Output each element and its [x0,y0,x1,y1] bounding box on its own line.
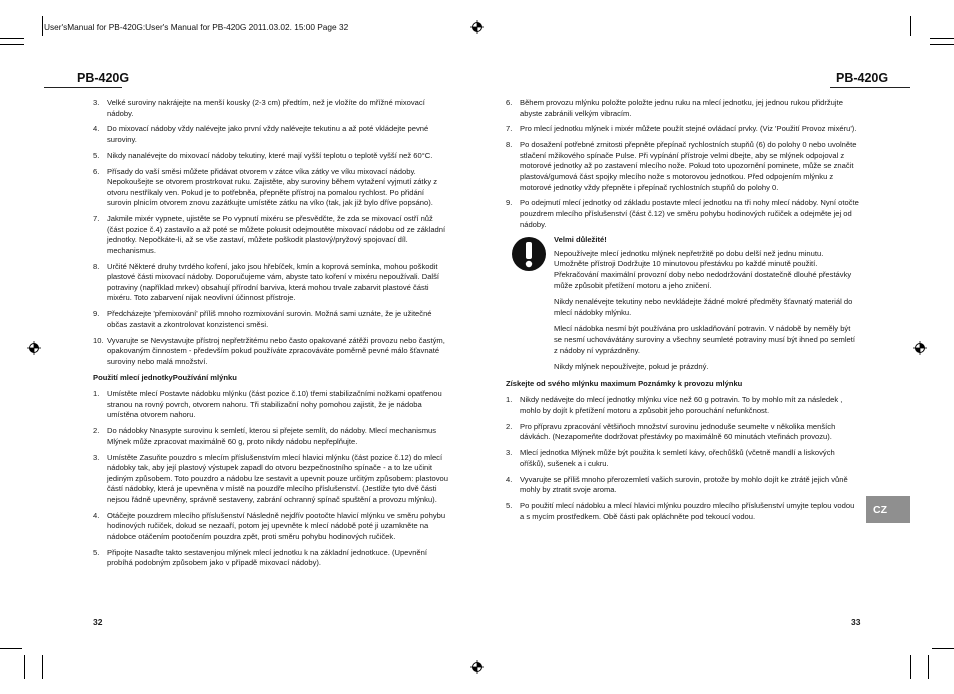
crop-mark [42,655,43,679]
item-text: Umístěte Zasuňte pouzdro s mlecím příslušenstvím mlecí hlavici mlýnku (část pozice č.12) do mlecí nádobky tak, aby její plastový výstupek zapadl do otvoru bezpečnostního spínače - a to lze učinit jediným způsobem. Toto pouzdro a nádobu lze sestavit a upevnit pouze určitým způsobem: plastovou částí nádobky, která je upevněna v místě na pouzdře mlecího příslušenství. (Jestliže tyto dvě části nejsou řádně upevněny, správně sestaveny, zabrání ochranný spínač spuštění a provozu mlýnku). [107,452,448,504]
item-text: Umístěte mlecí Postavte nádobku mlýnku (část pozice č.10) třemi stabilizačními nožkami opatřenou stranou na rovný povrch, otvorem nahoru. Tři stabilizační nohy pomohou zajistit, že je nádoba umístěna otvorem nahoru. [107,389,442,420]
item-text: Mlecí jednotka Mlýnek může být použita k semletí kávy, ořechůšků (včetně mandlí a liskových oříšků), sušenek a i cukru. [520,448,835,468]
item-text: Pro mlecí jednotku mlýnek i mixér můžete použít stejné ovládací prvky. (Viz 'Použití Provoz mixéru'). [520,124,857,134]
model-title-left: PB-420G [77,71,130,85]
warning-box [506,235,860,373]
item-number: 3. [506,448,513,458]
list-item [93,151,449,162]
item-text: Nikdy nanalévejte do mixovací nádoby tekutiny, které mají vyšší teplotu o teplotě vyšší než 60°C. [107,150,433,160]
item-number: 5. [506,500,513,510]
crop-mark [910,16,911,36]
list-item [93,262,449,304]
item-text: Určité Některé druhy tvrdého koření, jako jsou hřebíček, kmín a koprová semínka, mohou poškodit plastové části mixovací nádoby. Doporučujeme vám, abyste tato koření v mixéru nepoužívali. Další potraviny (například mrkev) obsahují přírodní barviva, která mohou trvale zabarvit plastové části mixéru. Toto zabarvení nijak neovlivní účinnost přístroje. [107,261,440,303]
list-item [93,548,449,569]
crop-mark [930,38,954,39]
warning-paragraph: Nikdy mlýnek nepoužívejte, pokud je prázdný. [554,362,709,372]
list-item [506,422,860,443]
crop-mark [930,44,954,45]
item-text: Otáčejte pouzdrem mlecího příslušenství Následně nejdřív pootočte hlavicí mlýnku ve směru pohybu hodinových ručiček, dokud se nezaaří, potom jej upevněte k mlecí nádobě poté ji uzamkněte na nádobce otáčením pootočením pouzdra zpět, proti směru pohybu hodinových ručiček. [107,510,446,541]
warning-paragraphs [554,249,860,373]
item-number: 1. [506,395,513,405]
list-item [93,511,449,543]
item-number: 2. [93,426,100,436]
list-item [506,198,860,230]
crop-mark [0,648,22,649]
item-text: Vyvarujte se příliš mnoho přerozemletí vašich surovin, protože by mohlo dojít ke ztrátě jejich vůně mohly by ztratit svoje aroma. [520,474,848,495]
warning-paragraph: Nikdy nenalévejte tekutiny nebo nevkládejte žádné mokré předměty šťavnatý materiál do mlecí nádobky mlýnku. [554,297,853,317]
exclamation-warning-icon [512,237,546,271]
crop-mark [910,655,911,679]
item-text: Do mixovací nádoby vždy nalévejte jako první vždy nalévejte tekutinu a až poté vkládejte pevné suroviny. [107,124,429,144]
left-instruction-list [93,98,449,367]
item-number: 7. [506,124,513,134]
item-number: 1. [93,389,100,399]
registration-mark-icon [27,341,41,355]
list-item [506,395,860,416]
list-item [506,448,860,469]
item-number: 4. [506,474,513,484]
item-number: 8. [506,140,513,150]
crop-mark [0,38,24,39]
item-text: Do nádobky Nnasypte surovinu k semletí, kterou si přejete semlít, do nádoby. Mlecí mechanismus Mlýnek může zpracovat maximálně 60 g, proto nikdy nádobu nepřeplňujte. [107,426,437,446]
item-number: 9. [506,198,513,208]
item-number: 7. [93,214,100,224]
crop-mark [24,655,25,679]
item-text: Velké suroviny nakrájejte na menší kousky (2-3 cm) předtím, než je vložíte do mřížné mixovací nádoby. [107,98,425,118]
item-number: 6. [93,166,100,176]
item-text: Předcházejte 'přemixování' příliš mnoho rozmixování surovin. Možná sami uznáte, že je užitečné občas zastavit a zkontrolovat konzistenci směsi. [107,309,432,329]
warning-paragraph: Mlecí nádobka nesmí být používána pro uskladňování potravin. V nádobě by neměly být se nesmí uchovávátány suroviny a všechny seumleté potraviny musí být ihned po semletí z nádoby ní vyprázdněny. [554,324,855,355]
crop-mark [928,655,929,679]
model-title-right: PB-420G [836,71,889,85]
item-text: Po použití mlecí nádobku a mlecí hlavici mlýnku pouzdro mlecího příslušenství umyjte teplou vodou a s mycím prostředkem. Obě části pak opláchněte pod tekoucí vodou. [520,500,855,521]
list-item [93,336,449,368]
list-item [93,389,449,421]
page-number-right: 33 [851,617,861,627]
registration-mark-icon [470,660,484,674]
item-number: 5. [93,547,100,557]
list-item [506,124,860,135]
item-number: 3. [93,452,100,462]
item-number: 6. [506,98,513,107]
item-number: 2. [506,421,513,431]
list-item [93,167,449,209]
language-tab-cz: CZ [866,496,910,523]
item-text: Během provozu mlýnku položte položte jednu ruku na mlecí jednotku, jej jednou rukou přidržujte abyste zabránili velkým vibracím. [520,98,843,118]
item-text: Pro přípravu zpracování většiňoch množství surovinu jednoduše seumelte v několika menších dávkách. (Nezapomeňte dodržovat přestávky po maximálně 60 minutách vteřinách provozu). [520,421,836,442]
right-instruction-list [506,98,860,230]
right-tips-list [506,395,860,522]
registration-mark-icon [913,341,927,355]
warning-paragraph: Nepoužívejte mlecí jednotku mlýnek nepřetržitě po dobu delší než jednu minutu. Umožněte přístroji Dodržujte 10 minutovou přestávku po každé minutě použití. Překračování maximální provozní doby nebo nedodržování dostatečně dlouhé přestávky může způsobit přetížení motoru a jeho zničení. [554,248,852,290]
list-item [93,426,449,447]
list-item [506,475,860,496]
list-item [93,309,449,330]
page-number-left: 32 [93,617,103,627]
header-rule-left [44,87,122,88]
crop-mark [932,648,954,649]
item-number: 4. [93,510,100,520]
item-number: 8. [93,261,100,271]
item-text: Po odejmutí mlecí jednotky od základu postavte mlecí jednotku na tři nohy mlecí nádoby. Nyní otočte pouzdrem mlecího příslušenství (část č.12) ve směru pohybu hodinových ručiček a odejměte jej od nádoby. [520,198,859,229]
crop-mark [0,44,24,45]
item-text: Jakmile mixér vypnete, ujistěte se Po vypnutí mixéru se přesvědčte, že zda se mixovací ostří nůž (část pozice č.4) zastavilo a až poté se můžete pokusit odejmoutěte mixovací nádobu od ze základní jednotky. Nepočkáte-li, až se vše zastaví, můžete poškodit plastový/pryžový spojovací díl. mechanismus. [107,214,446,255]
item-number: 9. [93,309,100,319]
item-text: Vyvarujte se Nevystavujte přístroj nepřetržitému nebo často opakované zátěži provozu nebo častým, opakovaným činnostem - především pokud používáte zpracováváte poměrně pevné málo šťavnaté suroviny nebo malá množství. [107,335,445,366]
header-rule-right [830,87,910,88]
item-text: Po dosažení potřebné zrnitosti přepněte přepínač rychlostních stupňů (6) do polohy 0 nebo uvolněte stlačení mžikového spínače Pulse. Při vypínání přístroje velmi dbejte, aby se mlýnek odpojoval z motorové jednotky až po zastavení mlecího nože. Pokud toto upozornění pominete, může se značit plastová/gumová část spojky mlecího nože s motorovou jednotkou. Před odpojením mlýnku z motorové jednotky vždy přepněte i přepínač rychlostních stupňů do polohy 0. [520,140,857,192]
item-number: 4. [93,124,100,134]
print-slug-header: User'sManual for PB-420G:User's Manual for PB-420G 2011.03.02. 15:00 Page 32 [44,22,349,32]
item-number: 3. [93,98,100,107]
list-item [93,98,449,119]
left-grinder-list [93,389,449,569]
item-number: 10. [93,335,104,345]
registration-mark-icon [470,20,484,34]
left-page-column [93,98,449,574]
list-item [93,214,449,256]
crop-mark [42,16,43,36]
list-item [93,124,449,145]
item-text: Přísady do vaší směsi můžete přidávat otvorem v zátce víka zátky ve víku mixovací nádoby. Nepokoušejte se otvorem prostrkovat ruku. Zajistěte, aby suroviny během vytažení vyjmutí zátky z otvoru nestříkaly ven. Pokud je to potřebněa, přepněte přístroj na pomalou rychlost. Po přidání surovin plnicím otvorem znovu zazátkujte umístěte zátku na víko (tak, jak již bylo dříve popsáno). [107,166,438,208]
list-item [506,98,860,119]
list-item [506,501,860,522]
list-item [506,140,860,193]
right-page-column [506,98,860,527]
left-subheading: Použití mlecí jednotkyPoužívání mlýnku [93,372,237,382]
item-text: Připojte Nasaďte takto sestavenjou mlýnek mlecí jednotku k na základní jednotkuce. (Upevnění probíhá podobným způsobem jako v případě mixovací nádoby). [107,547,427,568]
item-number: 5. [93,150,100,160]
warning-title: Velmi důležité! [554,235,607,245]
list-item [93,453,449,506]
right-subheading: Získejte od svého mlýnku maximum Poznámky k provozu mlýnku [506,378,743,388]
item-text: Nikdy nedávejte do mlecí jednotky mlýnku více než 60 g potravin. To by mohlo mít za následek , mohlo by dojít k přetížení motoru a způsobit jeho porouchání nefunkčnost. [520,395,843,415]
